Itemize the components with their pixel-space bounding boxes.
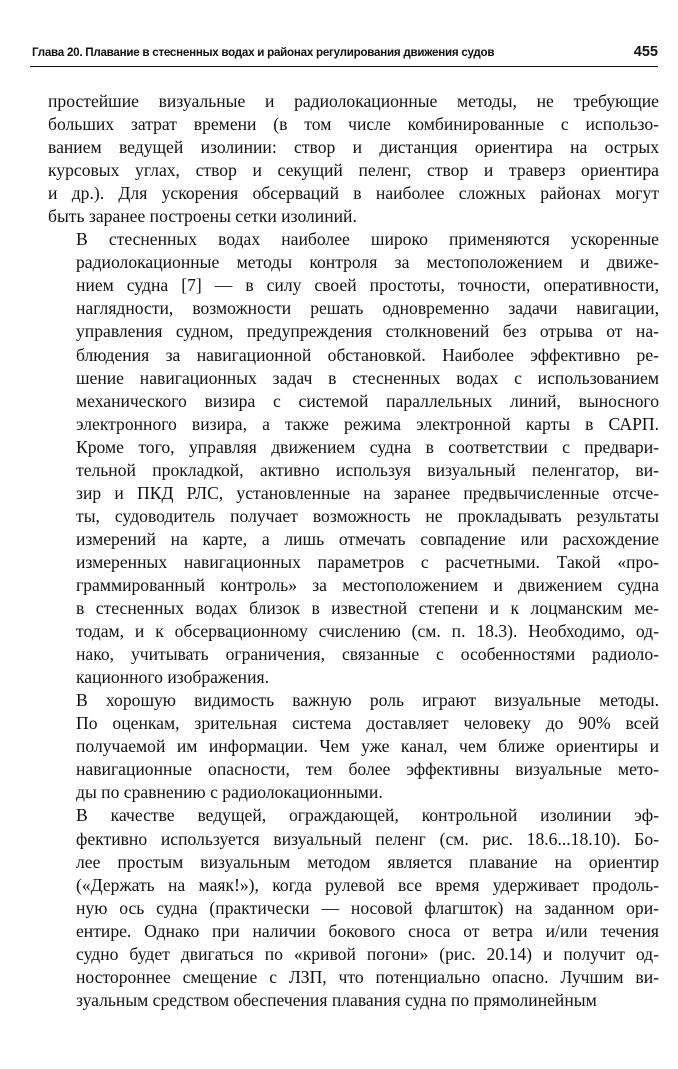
- text-line: В стесненных водах наиболее широко применяются ускоренные: [76, 229, 659, 250]
- text-line: ную ось судна (практически — носовой флагшток) на заданном ори-: [76, 897, 659, 918]
- text-line: ванием ведущей изолинии: створ и дистанция ориентира на острых: [48, 137, 659, 158]
- text-line: электронного визира, а также режима электронной карты в САРП.: [76, 413, 659, 434]
- text-line: ты, судоводитель получает возможность не прокладывать результаты: [76, 505, 659, 526]
- text-line: курсовых углах, створ и секущий пеленг, створ и траверз ориентира: [48, 160, 659, 181]
- chapter-title: Глава 20. Плавание в стесненных водах и районах регулирования движения судов: [32, 46, 495, 59]
- text-line: измерений на карте, а лишь отмечать совпадение или расхождение: [76, 528, 659, 549]
- text-line: ностороннее смещение с ЛЗП, что потенциально опасно. Лучшим ви-: [76, 966, 659, 987]
- text-line: Кроме того, управляя движением судна в соответствии с предвари-: [76, 436, 659, 457]
- text-line: В качестве ведущей, ограждающей, контрольной изолинии эф-: [76, 805, 659, 826]
- text-line: наглядности, возможности решать одновременно задачи навигации,: [76, 298, 659, 319]
- text-line: тельной прокладкой, активно используя визуальный пеленгатор, ви-: [76, 459, 659, 480]
- paragraph-visual-methods: [48, 689, 659, 804]
- paragraph-continuation: [48, 90, 659, 228]
- text-line: блюдения за навигационной обстановкой. Наиболее эффективно ре-: [76, 344, 659, 365]
- text-line: кационного изображения.: [76, 667, 269, 688]
- paragraph-radar-methods: [48, 228, 659, 689]
- text-line: судно будет двигаться по «кривой погони» (рис. 20.14) и получит од-: [76, 943, 659, 964]
- body-text: [48, 90, 659, 1012]
- text-line: управления судном, предупреждения столкновений без отрыва от на-: [76, 321, 659, 342]
- text-line: тодам, и к обсервационному счислению (см. п. 18.3). Необходимо, од-: [76, 621, 659, 642]
- page-number: 455: [633, 44, 658, 60]
- text-line: в стесненных водах близок в известной степени и к лоцманским ме-: [76, 598, 659, 619]
- text-line: фективно используется визуальный пеленг (см. рис. 18.6...18.10). Бо-: [76, 828, 659, 849]
- paragraph-visual-bearing: [48, 804, 659, 1011]
- text-line: механического визира с системой параллельных линий, выносного: [76, 390, 659, 411]
- text-line: нако, учитывать ограничения, связанные с особенностями радиоло-: [76, 644, 659, 665]
- text-line: По оценкам, зрительная система доставляет человеку до 90% всей: [76, 713, 659, 734]
- text-line: нием судна [7] — в силу своей простоты, точности, оперативности,: [76, 275, 659, 296]
- text-line: быть заранее построены сетки изолиний.: [48, 206, 357, 227]
- text-line: получаемой им информации. Чем уже канал, чем ближе ориентиры и: [76, 736, 659, 757]
- text-line: больших затрат времени (в том числе комбинированные с использо-: [48, 114, 659, 135]
- text-line: ентире. Однако при наличии бокового сноса от ветра и/или течения: [76, 920, 659, 941]
- text-line: («Держать на маяк!»), когда рулевой все время удерживает продоль-: [76, 874, 659, 895]
- text-line: ды по сравнению с радиолокационными.: [76, 782, 383, 803]
- text-line: лее простым визуальным методом является плавание на ориентир: [76, 851, 659, 872]
- text-line: зир и ПКД РЛС, установленные на заранее предвычисленные отсче-: [76, 482, 659, 503]
- text-line: граммированный контроль» за местоположением и движением судна: [76, 574, 659, 595]
- text-line: навигационные опасности, тем более эффективны визуальные мето-: [76, 759, 659, 780]
- text-line: шение навигационных задач в стесненных водах с использованием: [76, 367, 659, 388]
- text-line: простейшие визуальные и радиолокационные методы, не требующие: [48, 91, 659, 111]
- text-line: В хорошую видимость важную роль играют визуальные методы.: [76, 690, 659, 711]
- text-line: измеренных навигационных параметров с расчетными. Такой «про-: [76, 551, 659, 572]
- running-header: [30, 40, 658, 67]
- text-line: зуальным средством обеспечения плавания судна по прямолинейным: [76, 989, 597, 1010]
- text-line: и др.). Для ускорения обсерваций в наиболее сложных районах могут: [48, 183, 659, 204]
- text-line: радиолокационные методы контроля за местоположением и движе-: [76, 252, 659, 273]
